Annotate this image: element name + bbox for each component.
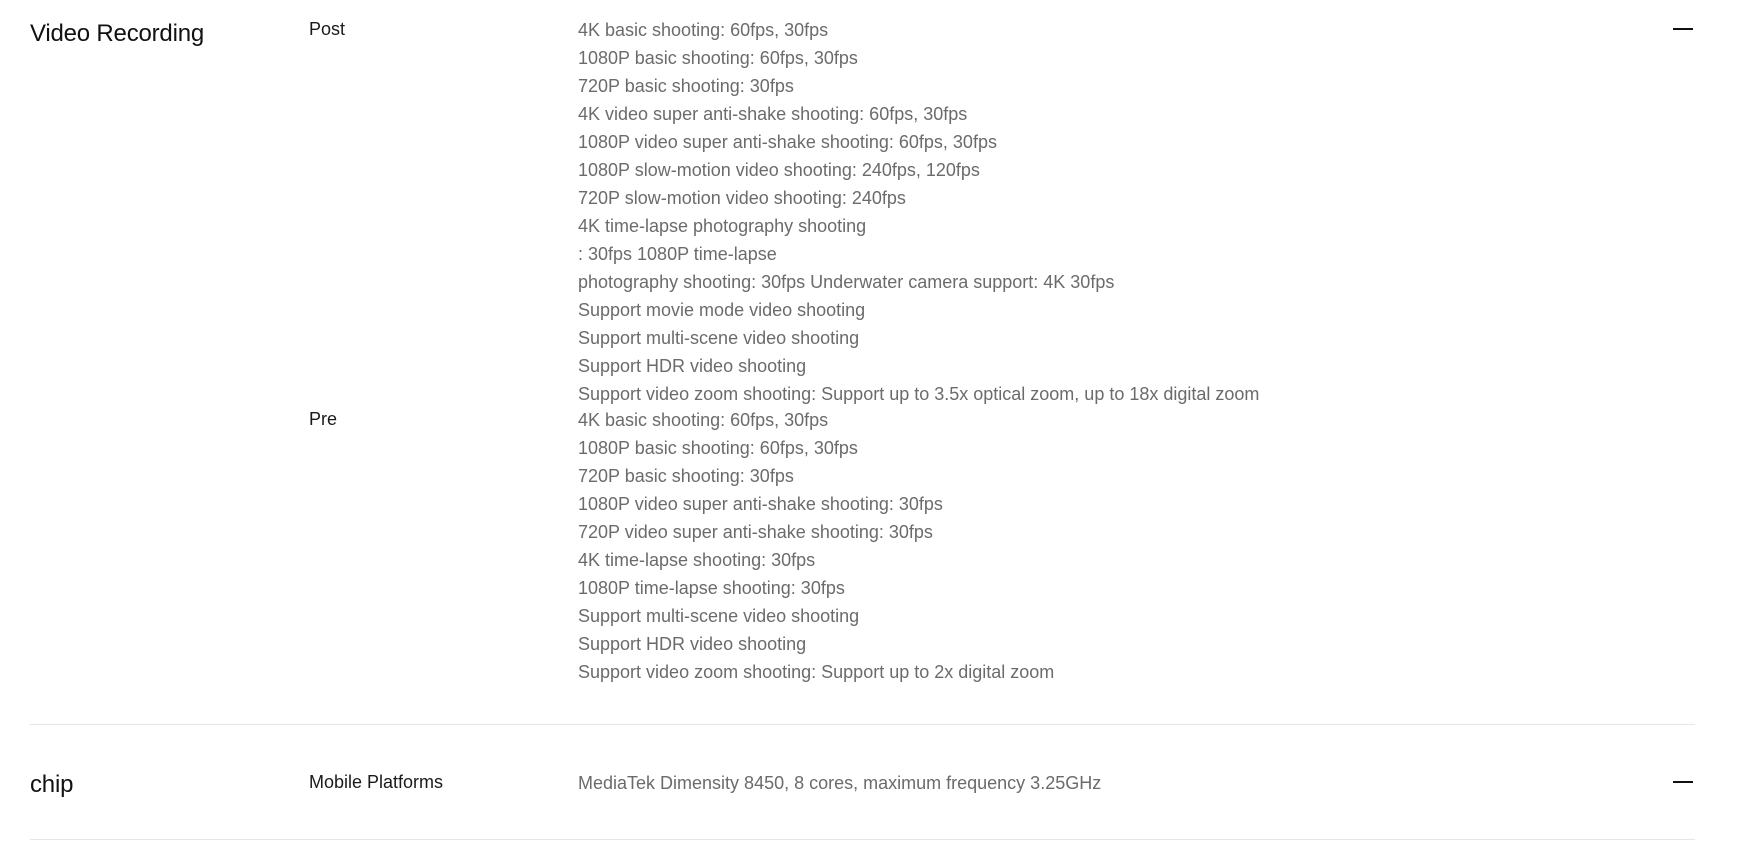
spec-line: Support HDR video shooting (578, 356, 807, 376)
spec-list-post (578, 16, 1259, 408)
spec-line: Support multi-scene video shooting (578, 328, 860, 348)
spec-section-video-recording (30, 0, 1695, 720)
spec-line: 1080P time-lapse shooting: 30fps (578, 578, 845, 598)
group-label-pre: Pre (309, 409, 338, 429)
spec-line: 4K time-lapse shooting: 30fps (578, 550, 816, 570)
spec-line: Support multi-scene video shooting (578, 606, 860, 626)
minus-icon (1673, 28, 1693, 30)
group-label-mobile-platforms: Mobile Platforms (309, 772, 444, 792)
spec-line: 1080P basic shooting: 60fps, 30fps (578, 438, 858, 458)
spec-line: MediaTek Dimensity 8450, 8 cores, maximum frequency 3.25GHz (578, 773, 1102, 793)
spec-line: Support movie mode video shooting (578, 300, 866, 320)
spec-line: 720P slow-motion video shooting: 240fps (578, 188, 906, 208)
spec-line: Support video zoom shooting: Support up to 2x digital zoom (578, 662, 1055, 682)
spec-line: 4K basic shooting: 60fps, 30fps (578, 20, 829, 40)
section-title: chip (30, 771, 74, 798)
spec-line: 720P basic shooting: 30fps (578, 466, 794, 486)
spec-line: 1080P video super anti-shake shooting: 60fps, 30fps (578, 132, 997, 152)
spec-line: : 30fps 1080P time-lapse (578, 244, 777, 264)
collapse-button[interactable] (1671, 17, 1695, 41)
section-title: Video Recording (30, 20, 205, 47)
spec-line: 1080P basic shooting: 60fps, 30fps (578, 48, 858, 68)
section-divider (30, 724, 1695, 725)
spec-line: 1080P video super anti-shake shooting: 30fps (578, 494, 943, 514)
spec-line: 720P video super anti-shake shooting: 30fps (578, 522, 933, 542)
spec-line: 4K time-lapse photography shooting (578, 216, 867, 236)
collapse-button[interactable] (1671, 770, 1695, 794)
section-divider (30, 839, 1695, 840)
spec-list-pre (578, 406, 1054, 686)
minus-icon (1673, 781, 1693, 783)
spec-list-mobile-platforms (578, 769, 1101, 797)
spec-line: 720P basic shooting: 30fps (578, 76, 794, 96)
spec-line: Support HDR video shooting (578, 634, 807, 654)
spec-line: 4K basic shooting: 60fps, 30fps (578, 410, 829, 430)
spec-line: Support video zoom shooting: Support up to 3.5x optical zoom, up to 18x digital zoom (578, 384, 1260, 404)
spec-line: photography shooting: 30fps Underwater camera support: 4K 30fps (578, 272, 1115, 292)
spec-line: 1080P slow-motion video shooting: 240fps, 120fps (578, 160, 980, 180)
spec-line: 4K video super anti-shake shooting: 60fps, 30fps (578, 104, 968, 124)
group-label-post: Post (309, 19, 346, 39)
spec-section-chip (30, 740, 1695, 840)
